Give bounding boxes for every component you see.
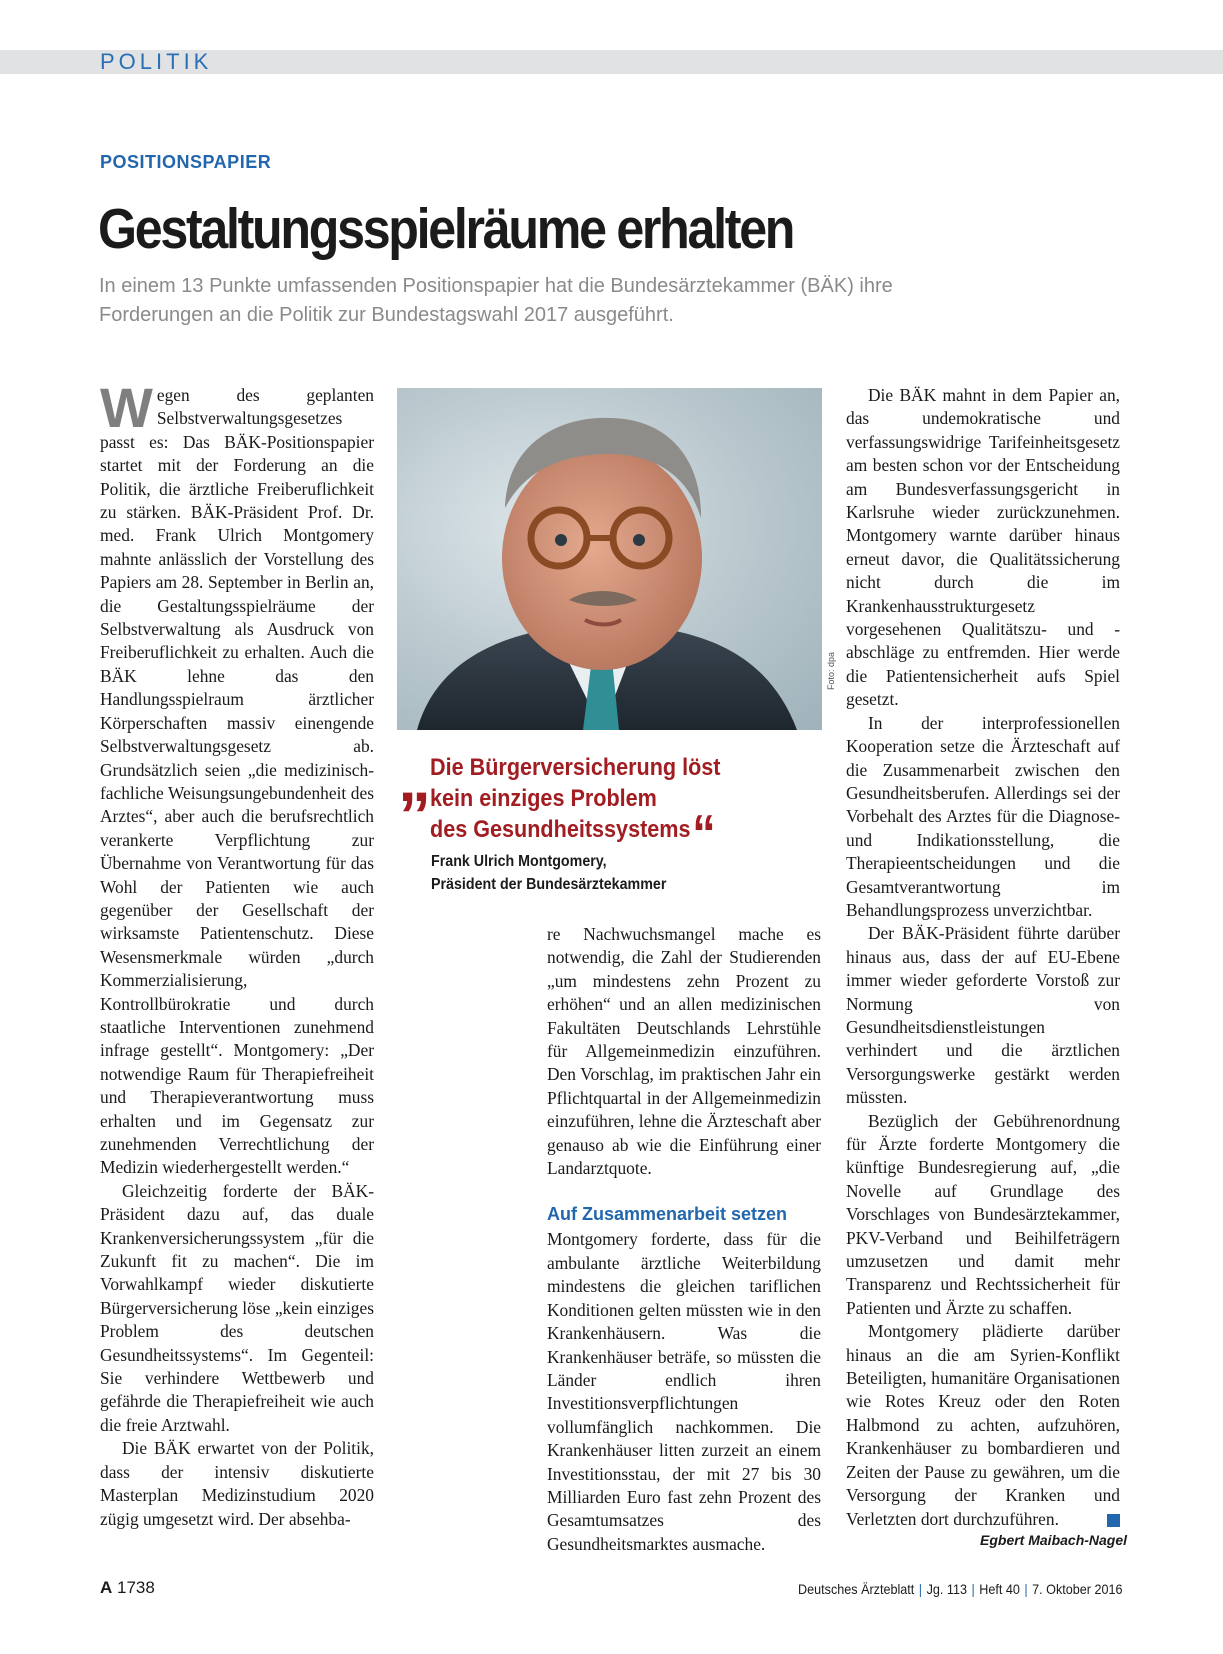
quote-line: Die Bürgerversicherung löst	[430, 754, 721, 781]
journal-name: Deutsches Ärzteblatt	[798, 1581, 915, 1597]
paragraph	[846, 1320, 1120, 1531]
date: 7. Oktober 2016	[1032, 1581, 1123, 1597]
end-mark-icon	[1107, 1514, 1120, 1527]
drop-cap: W	[100, 376, 153, 439]
separator: |	[919, 1581, 923, 1597]
page-prefix: A	[100, 1578, 113, 1597]
section-label: POLITIK	[100, 49, 213, 74]
paragraph-text: Montgomery plädierte darüber hinaus an die am Syrien-Konflikt Beteiligten, humanitäre Organisationen wie Rotes Kreuz oder den Roten Halbmond zu achten, aufzuhören, Krankenhäuser zu bombardieren und Zeiten der Pause zu gewähren, um die Versorgung der Kranken und Verletzten dort durchzuführen.	[846, 1321, 1120, 1529]
attribution-role: Präsident der Bundesärztekammer	[431, 876, 667, 893]
portrait-illustration	[397, 388, 822, 730]
column-3	[846, 384, 1120, 1531]
paragraph: re Nachwuchsmangel mache es notwendig, die Zahl der Studierenden „um mindestens zehn Prozent zu erhöhen“ und an allen medizinischen Fakultäten Deutschlands Lehrstühle für Allgemeinmedizin einzuführen. Den Vorschlag, im praktischen Jahr ein Pflichtquartal in der Allgemeinmedizin einzuführen, lehne die Ärzteschaft aber genauso ab wie die Einführung einer Landarztquote.	[547, 924, 821, 1179]
quote-open-mark: „	[398, 741, 431, 815]
column-1	[100, 376, 374, 1531]
quote-close-mark: “	[692, 805, 716, 863]
page-number	[100, 1578, 155, 1598]
footer-meta	[799, 1581, 1123, 1597]
issue: Heft 40	[979, 1581, 1021, 1597]
separator: |	[1024, 1581, 1029, 1597]
paragraph-text: egen des geplanten Selbstverwaltungsgesetzes passt es: Das BÄK-Positionspapier startet mit der Forderung an die Politik, die ärztliche Freiberuflichkeit zu stärken. BÄK-Präsident Prof. Dr. med. Frank Ulrich Montgomery mahnte anlässlich der Vorstellung des Papiers am 28. September in Berlin an, die Gestaltungsspielräume der Selbstverwaltung als Ausdruck von Freiberuflichkeit zu erhalten. Auch die BÄK lehne das den Handlungsspielraum ärztlicher Körperschaften massiv einengende Selbstverwaltungsgesetz ab. Grundsätzlich seien „die medizinisch-fachliche Weisungsungebundenheit des Arztes“, aber auch die berufsrechtlich verankerte Verpflichtung zur Übernahme von Verantwortung für das Wohl der Patienten wie auch gegenüber der Gesellschaft der wirksamste Patientenschutz. Diese Wesensmerkmale würden „durch Kommerzialisierung, Kontrollbürokratie und durch staatliche Interventionen zunehmend infrage gestellt“. Montgomery: „Der notwendige Raum für Therapiefreiheit und Therapieverantwortung muss erhalten und im Gegensatz zur zunehmenden Verrechtlichung der Medizin wiederhergestellt werden.“	[100, 385, 374, 1178]
paragraph: Die BÄK erwartet von der Politik, dass der intensiv diskutierte Masterplan Medizinstudium 2020 zügig umgesetzt wird. Der absehba-	[100, 1438, 374, 1529]
paragraph: Der BÄK-Präsident führte darüber hinaus aus, dass der auf EU-Ebene immer wieder geforderte Vorstoß zur Normung von Gesundheitsdienstleistungen verhindert und die ärztlichen Versorgungswerke gestärkt werden müssten.	[846, 923, 1120, 1108]
page-number-value: 1738	[117, 1578, 155, 1597]
lead-paragraph: In einem 13 Punkte umfassenden Positionspapier hat die Bundesärztekammer (BÄK) ihre Forderungen an die Politik zur Bundestagswahl 2017 ausgeführt.	[99, 275, 893, 326]
quote-attribution	[431, 850, 666, 896]
photo-credit: Foto: dpa	[826, 651, 836, 690]
paragraph: Die BÄK mahnt in dem Papier an, das undemokratische und verfassungswidrige Tarifeinheitsgesetz am besten schon vor der Entscheidung am Bundesverfassungsgericht in Karlsruhe wieder zurückzunehmen. Montgomery warnte darüber hinaus erneut davor, die Qualitätssicherung nicht durch die im Krankenhausstrukturgesetz vorgesehenen Qualitätszu- und -abschläge zu entfremden. Hier werde die Patientensicherheit aufs Spiel gesetzt.	[846, 385, 1120, 710]
paragraph	[100, 376, 374, 1180]
attribution-name: Frank Ulrich Montgomery,	[431, 853, 607, 870]
subheading: Auf Zusammenarbeit setzen	[547, 1204, 788, 1225]
paragraph: Bezüglich der Gebührenordnung für Ärzte forderte Montgomery die künftige Bundesregierung auf, „die Novelle auf Grundlage des Vorschlages von Bundesärztekammer, PKV-Verband und Beihilfeträgern umzusetzen und damit mehr Transparenz und Rechtssicherheit für Patienten und Ärzte zu schaffen.	[846, 1110, 1120, 1318]
paragraph: Gleichzeitig forderte der BÄK-Präsident dazu auf, das duale Krankenversicherungssystem „für die Zukunft fit zu machen“. Die im Vorwahlkampf wieder diskutierte Bürgerversicherung löse „kein einziges Problem des deutschen Gesundheitssystems“. Im Gegenteil: Sie verhindere Wettbewerb und gefährde die Therapiefreiheit wie auch die freie Arztwahl.	[100, 1180, 374, 1435]
quote-line: kein einziges Problem	[430, 785, 657, 812]
kicker: POSITIONSPAPIER	[100, 152, 272, 172]
author: Egbert Maibach-Nagel	[980, 1532, 1128, 1548]
portrait-photo	[397, 388, 822, 730]
separator: |	[971, 1581, 976, 1597]
headline: Gestaltungsspielräume erhalten	[98, 197, 794, 261]
paragraph: Montgomery forderte, dass für die ambulante ärztliche Weiterbildung mindestens die gleichen tariflichen Konditionen gelten müssten wie in den Krankenhäusern. Was die Krankenhäuser beträfe, so müssten die Länder endlich ihren Investitionsverpflichtungen vollumfänglich nachkommen. Die Krankenhäuser litten zurzeit an einem Investitionsstau, der mit 27 bis 30 Milliarden Euro fast zehn Prozent des Gesamtumsatzes des Gesundheitsmarktes ausmache.	[547, 1229, 821, 1554]
volume: Jg. 113	[927, 1581, 968, 1597]
paragraph: In der interprofessionellen Kooperation setze die Ärzteschaft auf die Zusammenarbeit zwischen den Gesundheitsberufen. Allerdings sei der Vorbehalt des Arztes für die Diagnose- und Indikationsstellung, die Therapieentscheidungen und die Gesamtverantwortung im Behandlungsprozess unverzichtbar.	[846, 712, 1120, 920]
column-2	[547, 923, 821, 1556]
quote-line-text: des Gesundheitssystems	[430, 816, 691, 843]
